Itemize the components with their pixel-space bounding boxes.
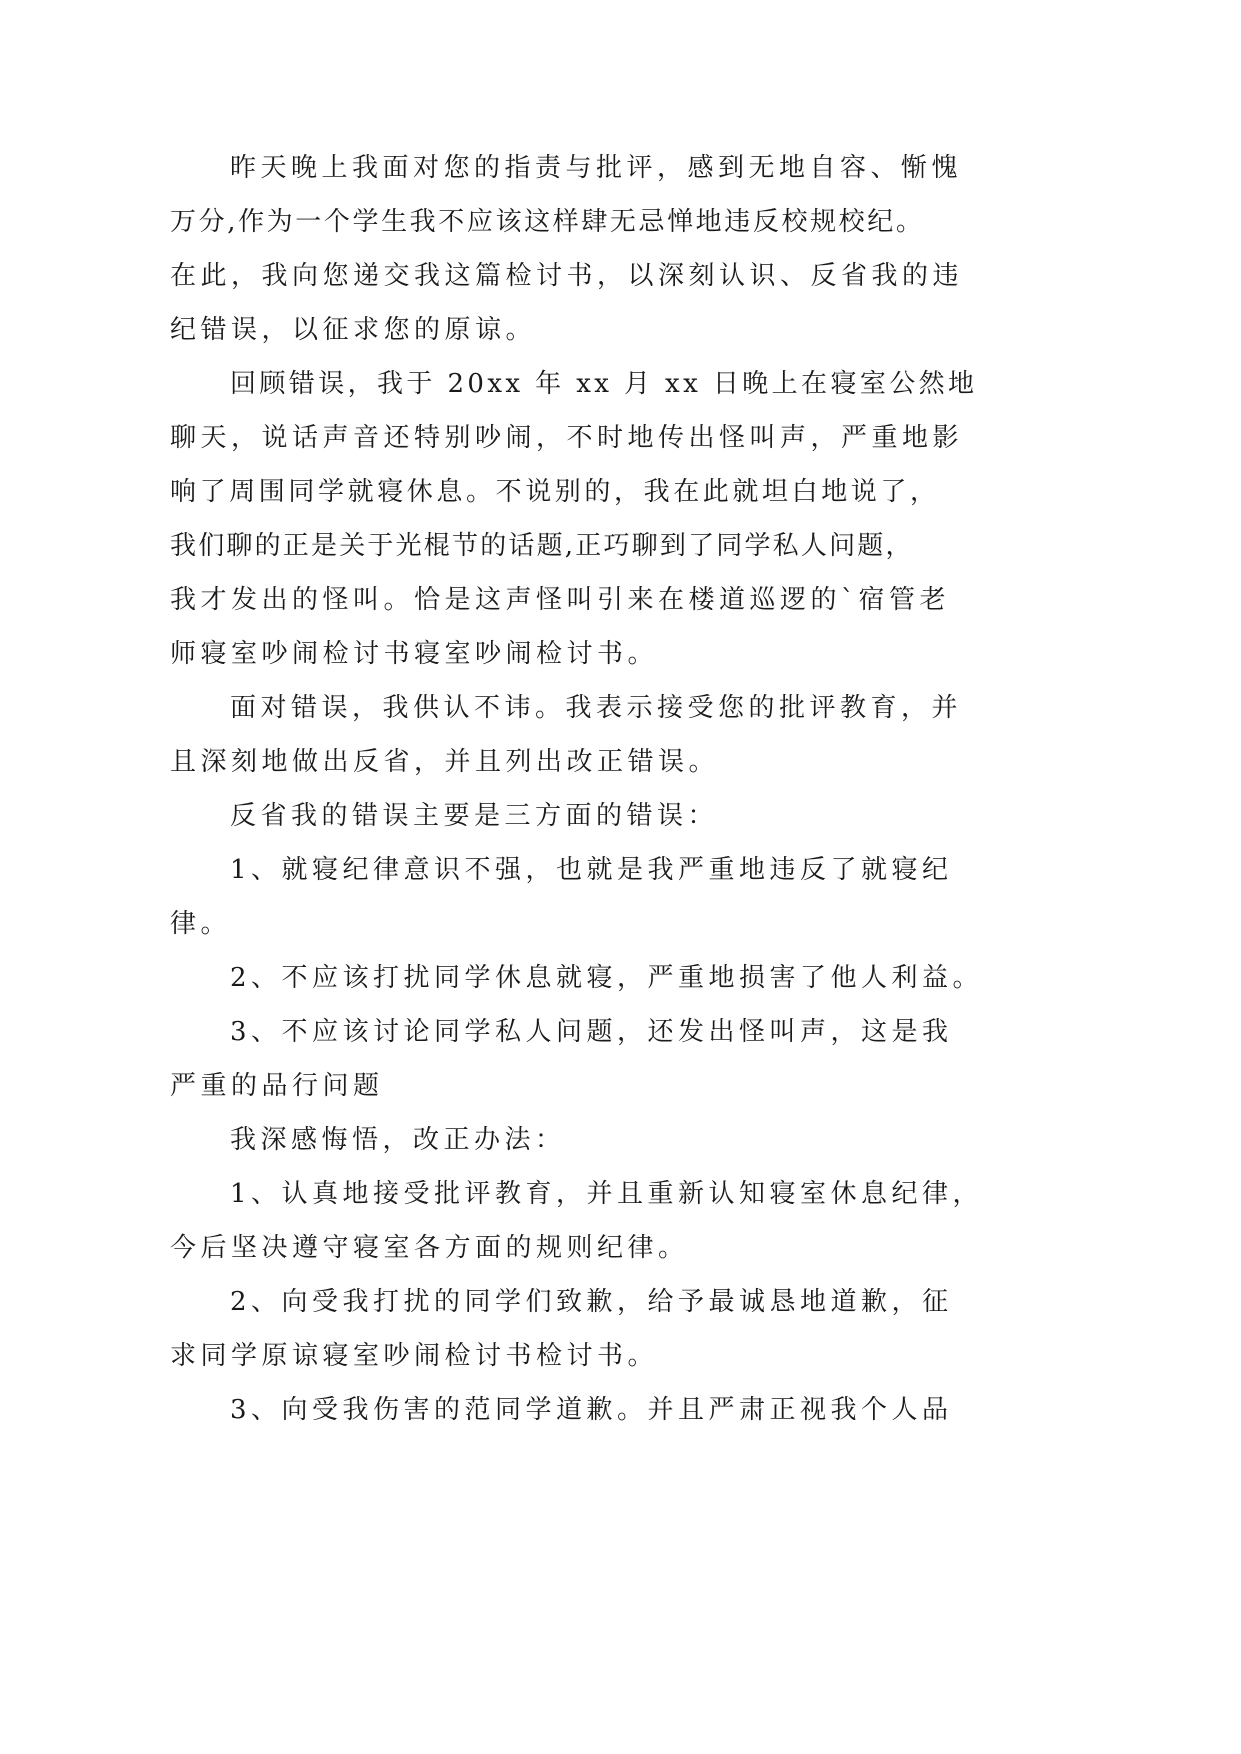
text-line: 我深感悔悟，改正办法： [230, 1125, 566, 1155]
text-line: 师寝室吵闹检讨书寝室吵闹检讨书。 [170, 639, 659, 669]
text-line: 2、不应该打扰同学休息就寝，严重地损害了他人利益。 [230, 963, 984, 993]
text-line: 聊天，说话声音还特别吵闹，不时地传出怪叫声，严重地影 [170, 423, 964, 453]
text-line: 我们聊的正是关于光棍节的话题,正巧聊到了同学私人问题， [170, 531, 914, 561]
text-line: 且深刻地做出反省，并且列出改正错误。 [170, 747, 720, 777]
text-line: 求同学原谅寝室吵闹检讨书检讨书。 [170, 1341, 659, 1371]
text-line: 响了周围同学就寝休息。不说别的，我在此就坦白地说了， [170, 477, 940, 507]
text-line: 今后坚决遵守寝室各方面的规则纪律。 [170, 1233, 689, 1263]
text-line: 律。 [170, 909, 232, 939]
text-line: 3、向受我伤害的范同学道歉。并且严肃正视我个人品 [230, 1395, 953, 1425]
text-line: 严重的品行问题 [170, 1071, 384, 1101]
text-line: 面对错误，我供认不讳。我表示接受您的批评教育，并 [230, 693, 963, 723]
text-line: 昨天晚上我面对您的指责与批评，感到无地自容、惭愧 [230, 153, 963, 183]
text-line: 1、就寝纪律意识不强，也就是我严重地违反了就寝纪 [230, 855, 953, 885]
text-line: 1、认真地接受批评教育，并且重新认知寝室休息纪律， [230, 1179, 984, 1209]
text-line: 我才发出的怪叫。恰是这声怪叫引来在楼道巡逻的`宿管老 [170, 585, 951, 615]
text-line: 3、不应该讨论同学私人问题，还发出怪叫声，这是我 [230, 1017, 953, 1047]
text-line: 回顾错误，我于 20xx 年 xx 月 xx 日晚上在寝室公然地 [230, 369, 978, 399]
text-line: 反省我的错误主要是三方面的错误： [230, 801, 719, 831]
text-line: 纪错误，以征求您的原谅。 [170, 315, 537, 345]
text-line: 万分,作为一个学生我不应该这样肆无忌惮地违反校规校纪。 [170, 207, 925, 237]
text-line: 2、向受我打扰的同学们致歉，给予最诚恳地道歉，征 [230, 1287, 953, 1317]
text-line: 在此，我向您递交我这篇检讨书，以深刻认识、反省我的违 [170, 261, 964, 291]
